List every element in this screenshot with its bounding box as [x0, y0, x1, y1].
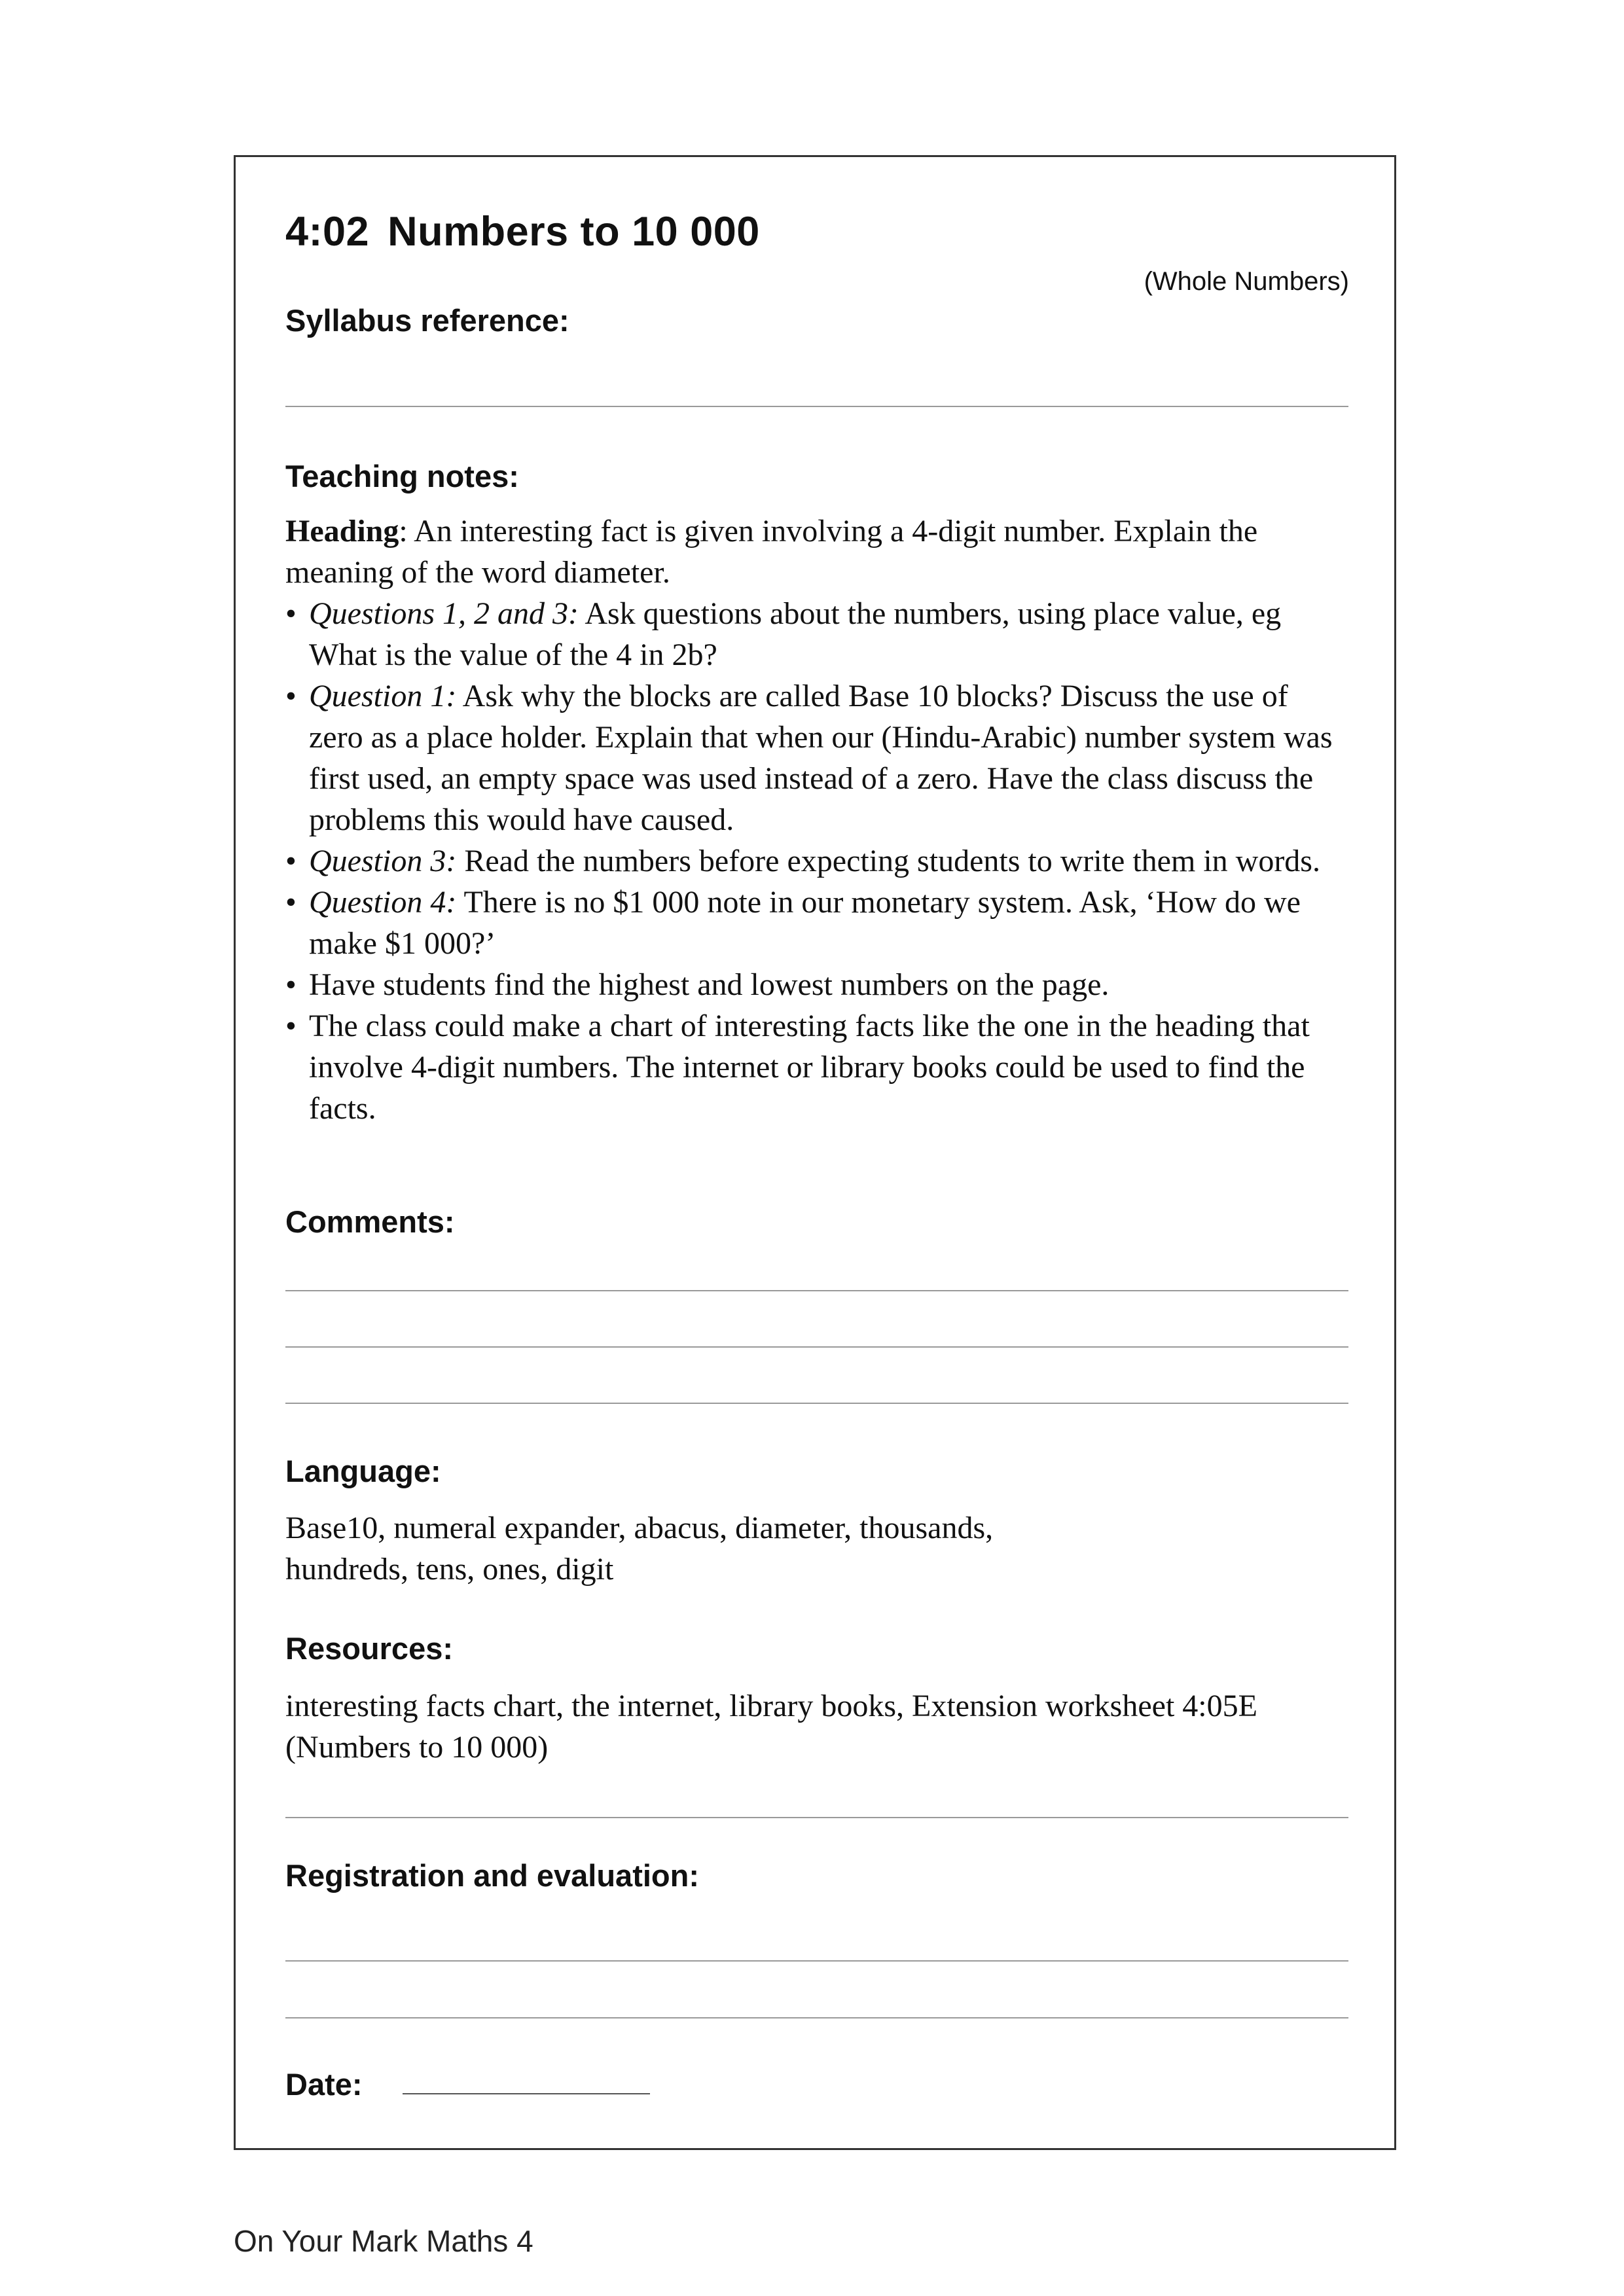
list-item-text: The class could make a chart of interesting facts like the one in the heading that involve 4-digit numbers. The internet or library books could be used to find the facts. — [309, 1009, 1310, 1126]
resources-label: Resources: — [285, 1631, 453, 1666]
list-item-text: Read the numbers before expecting students to write them in words. — [456, 844, 1320, 878]
syllabus-line — [285, 406, 1348, 407]
comments-line — [285, 1403, 1348, 1404]
resources-line-rule — [285, 1817, 1348, 1818]
resources-line: interesting facts chart, the internet, library books, Extension worksheet 4:05E — [285, 1689, 1257, 1723]
list-item — [285, 964, 1348, 1005]
list-item — [285, 593, 1348, 675]
teaching-notes-label: Teaching notes: — [285, 459, 519, 493]
list-item — [285, 675, 1348, 840]
section-number: 4:02 — [285, 209, 370, 255]
bullet-icon: • — [285, 885, 297, 920]
comments-line — [285, 1290, 1348, 1291]
list-item — [285, 840, 1348, 882]
heading-note-label: Heading — [285, 514, 399, 548]
bullet-icon: • — [285, 679, 297, 713]
registration-label: Registration and evaluation: — [285, 1858, 699, 1893]
comments-line — [285, 1346, 1348, 1348]
heading-note — [285, 511, 1348, 593]
date-label: Date: — [285, 2067, 363, 2102]
bullet-icon: • — [285, 596, 297, 631]
language-line: hundreds, tens, ones, digit — [285, 1552, 614, 1587]
teaching-notes-list — [285, 593, 1348, 1129]
language-text — [285, 1507, 1348, 1590]
list-item-text: Have students find the highest and lowest numbers on the page. — [309, 967, 1110, 1002]
list-item-text: Ask why the blocks are called Base 10 blocks? Discuss the use of zero as a place holder. Explain that when our (Hindu-Arabic) number system was first used, an empty space was used instead of a zero. Have the class discuss the problems this would have caused. — [309, 679, 1333, 837]
registration-line — [285, 1960, 1348, 1962]
list-item-lead: Question 4: — [309, 885, 457, 920]
list-item-text: There is no $1 000 note in our monetary system. Ask, ‘How do we make $1 000?’ — [309, 885, 1301, 961]
language-line: Base10, numeral expander, abacus, diameter, thousands, — [285, 1511, 994, 1545]
footer-book-title: On Your Mark Maths 4 — [234, 2224, 533, 2258]
list-item-text: Ask questions about the numbers, using place value, eg What is the value of the 4 in 2b? — [309, 596, 1282, 672]
resources-text — [285, 1685, 1348, 1768]
section-title: Numbers to 10 000 — [388, 209, 760, 255]
language-label: Language: — [285, 1454, 441, 1488]
list-item-lead: Question 1: — [309, 679, 457, 713]
bullet-icon: • — [285, 844, 297, 878]
strand-label: (Whole Numbers) — [1144, 267, 1349, 296]
resources-line: (Numbers to 10 000) — [285, 1730, 549, 1765]
page-title — [285, 208, 760, 255]
comments-label: Comments: — [285, 1204, 455, 1239]
heading-note-text: : An interesting fact is given involving a 4-digit number. Explain the meaning of the word diameter. — [285, 514, 1258, 590]
page-frame — [234, 155, 1396, 2150]
list-item — [285, 1005, 1348, 1129]
bullet-icon: • — [285, 967, 297, 1002]
registration-line — [285, 2017, 1348, 2018]
list-item — [285, 882, 1348, 964]
syllabus-label: Syllabus reference: — [285, 303, 569, 338]
list-item-lead: Question 3: — [309, 844, 457, 878]
bullet-icon: • — [285, 1009, 297, 1043]
date-line — [403, 2093, 650, 2094]
list-item-lead: Questions 1, 2 and 3: — [309, 596, 579, 631]
